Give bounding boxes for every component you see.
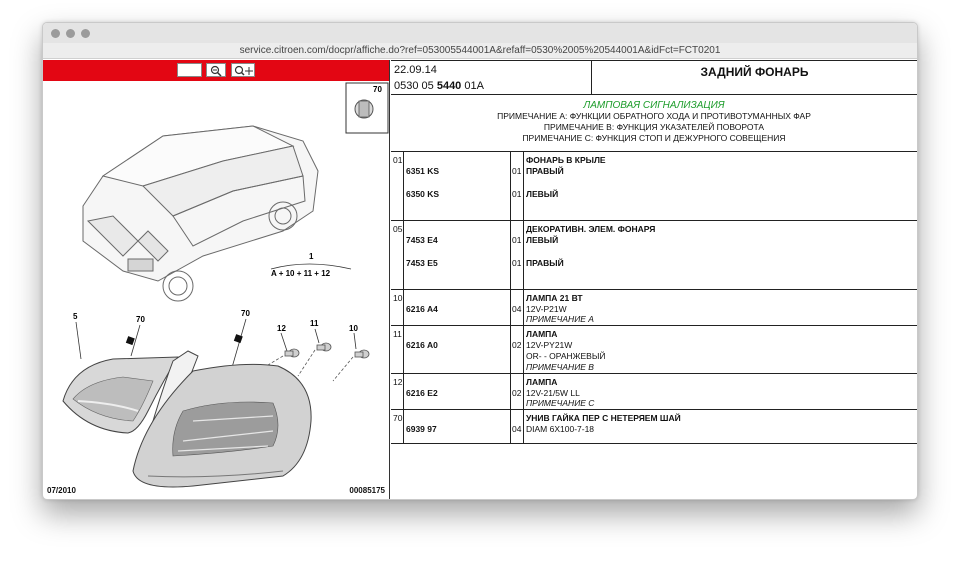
assembly-formula: A + 10 + 11 + 12 [271, 269, 331, 278]
notes-heading: ЛАМПОВАЯ СИГНАЛИЗАЦИЯ [583, 100, 725, 111]
part-qty: 01 [512, 258, 522, 268]
callout-5[interactable]: 5 [73, 312, 78, 321]
illustration-toolbar [43, 60, 389, 81]
part-title: УНИВ ГАЙКА ПЕР С НЕТЕРЯЕМ ШАЙ [526, 413, 681, 423]
notes-block [391, 95, 918, 152]
part-ref[interactable]: 6216 E2 [406, 388, 438, 398]
catalog-reference [394, 80, 484, 92]
illustration-panel [43, 60, 390, 500]
part-qty: 01 [512, 166, 522, 176]
address-bar[interactable]: service.citroen.com/docpr/affiche.do?ref=053005544001A&refaff=0530%2005%20544001A&idFct=FCT0201 [43, 43, 917, 59]
note-b: ПРИМЕЧАНИЕ B: ФУНКЦИЯ УКАЗАТЕЛЕЙ ПОВОРОТА [543, 122, 765, 132]
part-ref[interactable]: 6939 97 [406, 424, 437, 434]
item-number: 05 [393, 224, 403, 234]
page-content [43, 60, 917, 499]
page-field[interactable] [177, 63, 202, 77]
part-qty: 01 [512, 189, 522, 199]
callout-10[interactable]: 10 [349, 324, 358, 333]
part-color: OR- - ОРАНЖЕВЫЙ [526, 351, 606, 361]
item-number: 01 [393, 155, 403, 165]
item-number: 70 [393, 413, 403, 423]
parts-table [391, 152, 918, 444]
part-ref[interactable]: 6216 A4 [406, 304, 438, 314]
part-qty: 02 [512, 388, 522, 398]
part-title: ЛАМПА 21 ВТ [526, 293, 583, 303]
item-number: 12 [393, 377, 403, 387]
ref-prefix: 0530 05 [394, 80, 437, 92]
part-spec: 12V-21/5W LL [526, 388, 580, 398]
part-ref[interactable]: 6216 A0 [406, 340, 438, 350]
callout-70-left[interactable]: 70 [136, 315, 145, 324]
part-ref[interactable]: 7453 E5 [406, 258, 438, 268]
part-spec: 12V-PY21W [526, 340, 573, 350]
note-a: ПРИМЕЧАНИЕ A: ФУНКЦИИ ОБРАТНОГО ХОДА И ПРОТИВОТУМАННЫХ ФАР [497, 111, 811, 121]
note-c: ПРИМЕЧАНИЕ C: ФУНКЦИЯ СТОП И ДЕЖУРНОГО СОВЕЩЕНИЯ [522, 133, 786, 143]
part-spec: DIAM 6X100-7-18 [526, 424, 595, 434]
footer-code: 00085175 [349, 486, 385, 495]
part-ref[interactable]: 6350 KS [406, 189, 440, 199]
table-row[interactable] [391, 326, 918, 374]
table-row[interactable] [391, 221, 918, 290]
part-desc: ЛЕВЫЙ [526, 235, 559, 245]
minimize-window-button[interactable] [66, 29, 75, 38]
close-window-button[interactable] [51, 29, 60, 38]
parts-catalog [391, 60, 918, 500]
zoom-out-icon[interactable] [206, 63, 226, 77]
catalog-title: ЗАДНИЙ ФОНАРЬ [700, 65, 809, 79]
part-qty: 04 [512, 424, 522, 434]
table-row[interactable] [391, 374, 918, 410]
part-ref[interactable]: 6351 KS [406, 166, 440, 176]
part-qty: 02 [512, 340, 522, 350]
browser-window [42, 22, 918, 500]
parts-illustration [43, 81, 389, 500]
catalog-header [391, 60, 918, 95]
zoom-window-button[interactable] [81, 29, 90, 38]
catalog-date: 22.09.14 [394, 64, 437, 76]
part-desc: ПРАВЫЙ [526, 166, 564, 176]
callout-12[interactable]: 12 [277, 324, 286, 333]
assembly-number: 1 [309, 252, 314, 261]
item-number: 10 [393, 293, 403, 303]
part-qty: 04 [512, 304, 522, 314]
part-note: ПРИМЕЧАНИЕ C [526, 398, 595, 408]
nut-marker-left [126, 336, 135, 345]
callout-70-right[interactable]: 70 [241, 309, 250, 318]
ref-bold: 5440 [436, 80, 462, 92]
part-qty: 01 [512, 235, 522, 245]
part-title: ФОНАРЬ В КРЫЛЕ [526, 155, 606, 165]
callout-11[interactable]: 11 [310, 319, 319, 328]
table-row[interactable] [391, 152, 918, 221]
zoom-pan-icon[interactable] [231, 63, 255, 77]
part-note: ПРИМЕЧАНИЕ A [526, 314, 594, 324]
item-number: 11 [393, 329, 402, 339]
part-title: ДЕКОРАТИВН. ЭЛЕМ. ФОНАРЯ [526, 224, 656, 234]
ref-suffix: 01A [461, 80, 484, 92]
table-row[interactable] [391, 410, 918, 444]
footer-date: 07/2010 [47, 486, 76, 495]
part-title: ЛАМПА [526, 329, 558, 339]
part-ref[interactable]: 7453 E4 [406, 235, 438, 245]
part-desc: ЛЕВЫЙ [526, 189, 559, 199]
part-title: ЛАМПА [526, 377, 558, 387]
bulbs [285, 343, 369, 358]
table-row[interactable] [391, 290, 918, 326]
title-bar [43, 23, 917, 43]
part-spec: 12V-P21W [526, 304, 567, 314]
part-desc: ПРАВЫЙ [526, 258, 564, 268]
nut-ref-label: 70 [373, 85, 382, 94]
part-note: ПРИМЕЧАНИЕ B [526, 362, 594, 372]
